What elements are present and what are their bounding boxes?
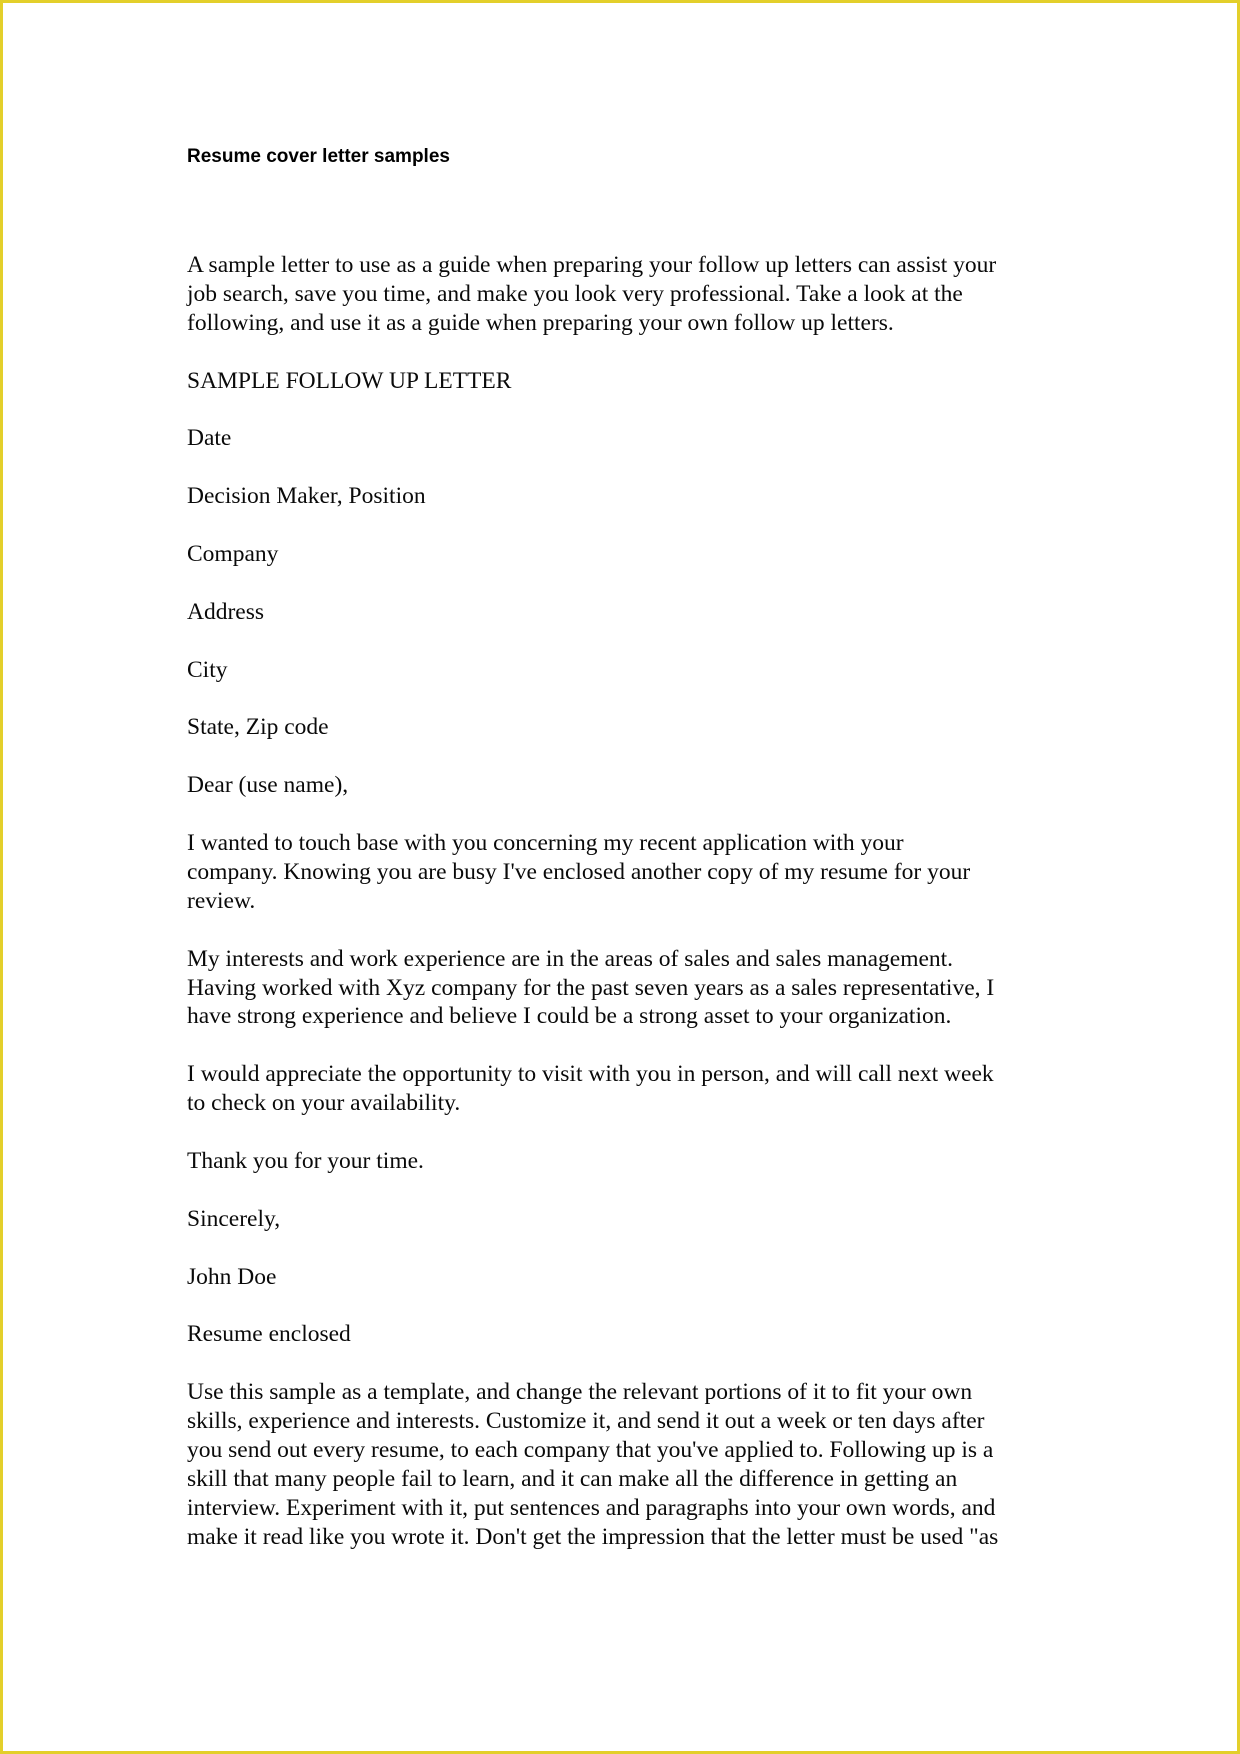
paragraph-line: Having worked with Xyz company for the past seven years as a sales representative, I <box>187 974 995 1001</box>
advice-line: make it read like you wrote it. Don't get the impression that the letter must be used "as <box>187 1523 999 1550</box>
letter-paragraph-1 <box>187 829 1067 916</box>
document-title: Resume cover letter samples <box>187 146 450 167</box>
thanks-line: Thank you for your time. <box>187 1147 424 1174</box>
paragraph-line: company. Knowing you are busy I've enclosed another copy of my resume for your <box>187 858 971 885</box>
date-line: Date <box>187 425 232 452</box>
intro-paragraph <box>187 251 1067 338</box>
paragraph-line: review. <box>187 887 256 914</box>
closing-advice-paragraph <box>187 1378 1067 1551</box>
letter-body <box>187 251 1067 1580</box>
letter-paragraph-2 <box>187 945 1067 1032</box>
advice-line: you send out every resume, to each company that you've applied to. Following up is a <box>187 1436 994 1463</box>
recipient-name: Decision Maker, Position <box>187 483 426 510</box>
advice-line: interview. Experiment with it, put sentences and paragraphs into your own words, and <box>187 1494 996 1521</box>
advice-line: skills, experience and interests. Customize it, and send it out a week or ten days after <box>187 1408 985 1434</box>
document-content <box>187 145 1067 1550</box>
recipient-state-zip: State, Zip code <box>187 714 329 741</box>
enclosure-line: Resume enclosed <box>187 1321 351 1348</box>
paragraph-line: have strong experience and believe I could be a strong asset to your organization. <box>187 1003 952 1030</box>
salutation: Dear (use name), <box>187 772 349 799</box>
advice-line: skill that many people fail to learn, and it can make all the difference in getting an <box>187 1465 958 1492</box>
recipient-company: Company <box>187 541 279 567</box>
recipient-city: City <box>187 656 228 683</box>
paragraph-line: to check on your availability. <box>187 1090 461 1117</box>
recipient-address: Address <box>187 598 265 625</box>
paragraph-line: My interests and work experience are in the areas of sales and sales management. <box>187 945 954 972</box>
intro-line: following, and use it as a guide when preparing your own follow up letters. <box>187 309 894 336</box>
advice-line: Use this sample as a template, and change the relevant portions of it to fit your own <box>187 1379 973 1406</box>
signature-name: John Doe <box>187 1263 277 1290</box>
intro-line: job search, save you time, and make you look very professional. Take a look at the <box>187 280 963 307</box>
paragraph-line: I would appreciate the opportunity to visit with you in person, and will call next week <box>187 1061 994 1088</box>
paragraph-line: I wanted to touch base with you concerning my recent application with your <box>187 829 904 856</box>
intro-line: A sample letter to use as a guide when preparing your follow up letters can assist your <box>187 252 997 278</box>
letter-paragraph-3 <box>187 1060 1067 1118</box>
sample-heading: SAMPLE FOLLOW UP LETTER <box>187 367 512 394</box>
closing-line: Sincerely, <box>187 1205 281 1232</box>
